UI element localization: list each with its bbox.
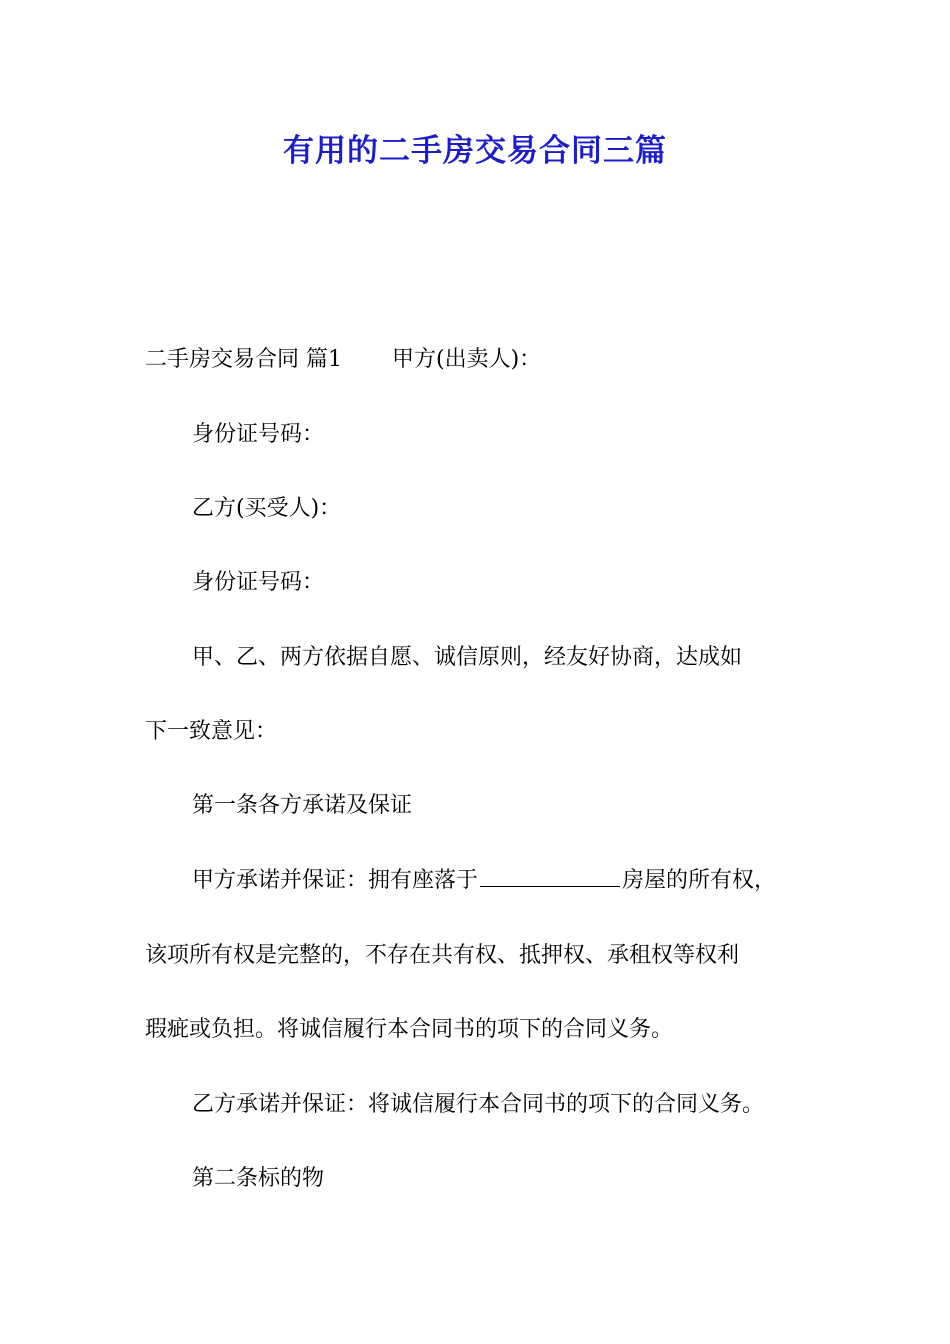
seller-promise-pre: 甲方承诺并保证：拥有座落于 [192,868,479,893]
buyer-promise: 乙方承诺并保证：将诚信履行本合同书的项下的合同义务。 [192,1092,765,1117]
seller-promise-line3: 瑕疵或负担。将诚信履行本合同书的项下的合同义务。 [145,1017,674,1042]
seller-promise-post: 房屋的所有权， [622,868,777,893]
contract-heading: 二手房交易合同 篇1 [145,347,342,372]
buyer-label: 乙方(买受人)： [192,496,342,521]
article2-title: 第二条标的物 [192,1166,325,1191]
seller-id-label: 身份证号码： [192,422,325,447]
address-blank [480,866,620,887]
contract-heading-line [145,344,541,376]
intro-paragraph-line1: 甲、乙、两方依据自愿、诚信原则，经友好协商，达成如 [192,645,743,670]
seller-promise-line1 [192,865,776,897]
seller-label: 甲方(出卖人)： [392,347,542,372]
buyer-id-label: 身份证号码： [192,570,325,595]
seller-promise-line2: 该项所有权是完整的，不存在共有权、抵押权、承租权等权利 [145,943,740,968]
document-title: 有用的二手房交易合同三篇 [283,133,667,169]
intro-paragraph-line2: 下一致意见： [145,719,278,744]
article1-title: 第一条各方承诺及保证 [192,793,413,818]
